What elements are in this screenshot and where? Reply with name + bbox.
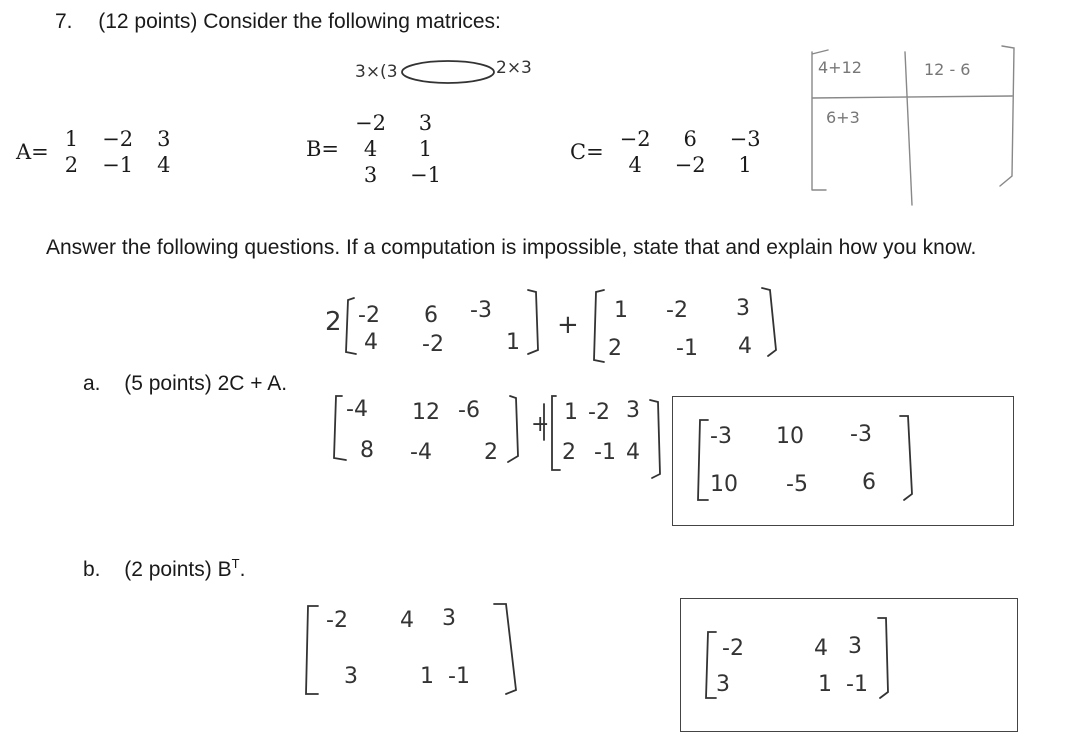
hand-b-cell: -2	[326, 608, 348, 633]
answer-a-cell: 10	[710, 472, 738, 497]
scratch-grid	[812, 46, 1014, 205]
hand-step-cell: -4	[346, 397, 368, 422]
hand-a-cell: 2	[608, 336, 622, 361]
answer-b-cell: -1	[846, 672, 868, 697]
part-b-superscript: T	[231, 556, 240, 571]
instructions: Answer the following questions. If a computation is impossible, state that and explain how you know.	[46, 236, 977, 259]
matrix-c-label: C=	[570, 140, 604, 164]
hand-step-plus: +	[531, 412, 550, 437]
matrix-cell: −3	[729, 127, 761, 151]
matrix-b-label: B=	[306, 137, 340, 161]
matrix-cell: −1	[102, 153, 134, 177]
answer-a-brackets	[698, 416, 912, 500]
answer-b-cell: 4	[814, 636, 828, 661]
hand-a-cell: -1	[676, 336, 698, 361]
scratch-cell-1: 4+12	[818, 58, 862, 77]
hand-oval	[402, 61, 494, 83]
answer-a-cell: 6	[862, 470, 876, 495]
hand-dims-left: 3×(3	[355, 62, 398, 82]
part-a-points: (5 points)	[124, 372, 212, 395]
hand-b-cell: 3	[442, 606, 456, 631]
matrix-cell: 3	[418, 111, 433, 135]
hand-a-cell: -2	[666, 298, 688, 323]
matrix-cell: −1	[410, 163, 441, 187]
scratch-cell-3: 6+3	[826, 108, 860, 127]
answer-a-cell: 10	[776, 424, 804, 449]
hand-a-cell: 3	[736, 296, 750, 321]
matrix-cell: 4	[157, 153, 171, 177]
hand-scalar: 2	[325, 307, 342, 337]
question-title: Consider the following matrices:	[203, 10, 501, 33]
hand-step-cell: -6	[458, 398, 480, 423]
hand-step-cell: 2	[484, 440, 498, 465]
part-a-text: 2C + A.	[217, 372, 288, 395]
part-b-text: B	[217, 558, 232, 581]
hand-dims-right: 2×3	[496, 58, 532, 78]
hand-step-cell: 1	[564, 400, 578, 425]
matrix-cell: −2	[619, 127, 651, 151]
matrix-cell: −2	[102, 127, 134, 151]
part-a-letter: a.	[83, 372, 101, 395]
hand-a-cell: 4	[738, 334, 752, 359]
hand-c-cell: 1	[506, 330, 520, 355]
answer-a-cell: -3	[850, 422, 872, 447]
hand-b-cell: 4	[400, 608, 414, 633]
matrix-cell: 4	[363, 137, 378, 161]
scratch-cell-2: 12 - 6	[924, 60, 971, 79]
hand-step-cell: 3	[626, 398, 640, 423]
matrix-cell: 1	[418, 137, 433, 161]
hand-step-cell: 4	[626, 440, 640, 465]
hand-c-cell: 6	[424, 303, 438, 328]
answer-b-cell: 3	[848, 634, 862, 659]
hand-step-cell: -4	[410, 440, 432, 465]
answer-b-cell: 3	[716, 672, 730, 697]
hand-step-cell: 2	[562, 440, 576, 465]
answer-a-cell: -3	[710, 424, 732, 449]
hand-step-cell: 8	[360, 438, 374, 463]
matrix-a-label: A=	[16, 140, 49, 164]
matrix-cell: 6	[683, 127, 697, 151]
matrix-cell: −2	[674, 153, 706, 177]
hand-c-cell: 4	[364, 330, 378, 355]
matrix-cell: 3	[157, 127, 171, 151]
step-brackets	[334, 396, 660, 478]
b-work-brackets	[306, 604, 516, 694]
hand-a-cell: 1	[614, 298, 628, 323]
answer-b-cell: 1	[818, 672, 832, 697]
hand-step-cell: -2	[588, 400, 610, 425]
hand-b-cell: 3	[344, 664, 358, 689]
part-b-points: (2 points)	[124, 558, 212, 581]
matrix-cell: 2	[64, 153, 79, 177]
part-b-letter: b.	[83, 558, 101, 581]
answer-b-cell: -2	[722, 636, 744, 661]
answer-b-brackets	[706, 618, 888, 698]
matrix-cell: −2	[355, 111, 386, 135]
hand-c-cell: -2	[422, 332, 444, 357]
part-b-end: .	[239, 558, 246, 581]
setup-brackets	[346, 288, 776, 362]
matrix-cell: 1	[738, 153, 752, 177]
hand-c-cell: -2	[358, 303, 380, 328]
hand-step-cell: -1	[594, 440, 616, 465]
answer-a-cell: -5	[786, 472, 808, 497]
question-points: (12 points)	[98, 10, 198, 33]
hand-c-cell: -3	[470, 298, 492, 323]
hand-b-cell: 1	[420, 664, 434, 689]
matrix-cell: 1	[64, 127, 79, 151]
matrix-cell: 3	[363, 163, 378, 187]
hand-plus: +	[557, 310, 579, 340]
matrix-cell: 4	[628, 153, 642, 177]
hand-step-cell: 12	[412, 400, 440, 425]
question-number: 7.	[55, 10, 73, 33]
hand-b-cell: -1	[448, 664, 470, 689]
